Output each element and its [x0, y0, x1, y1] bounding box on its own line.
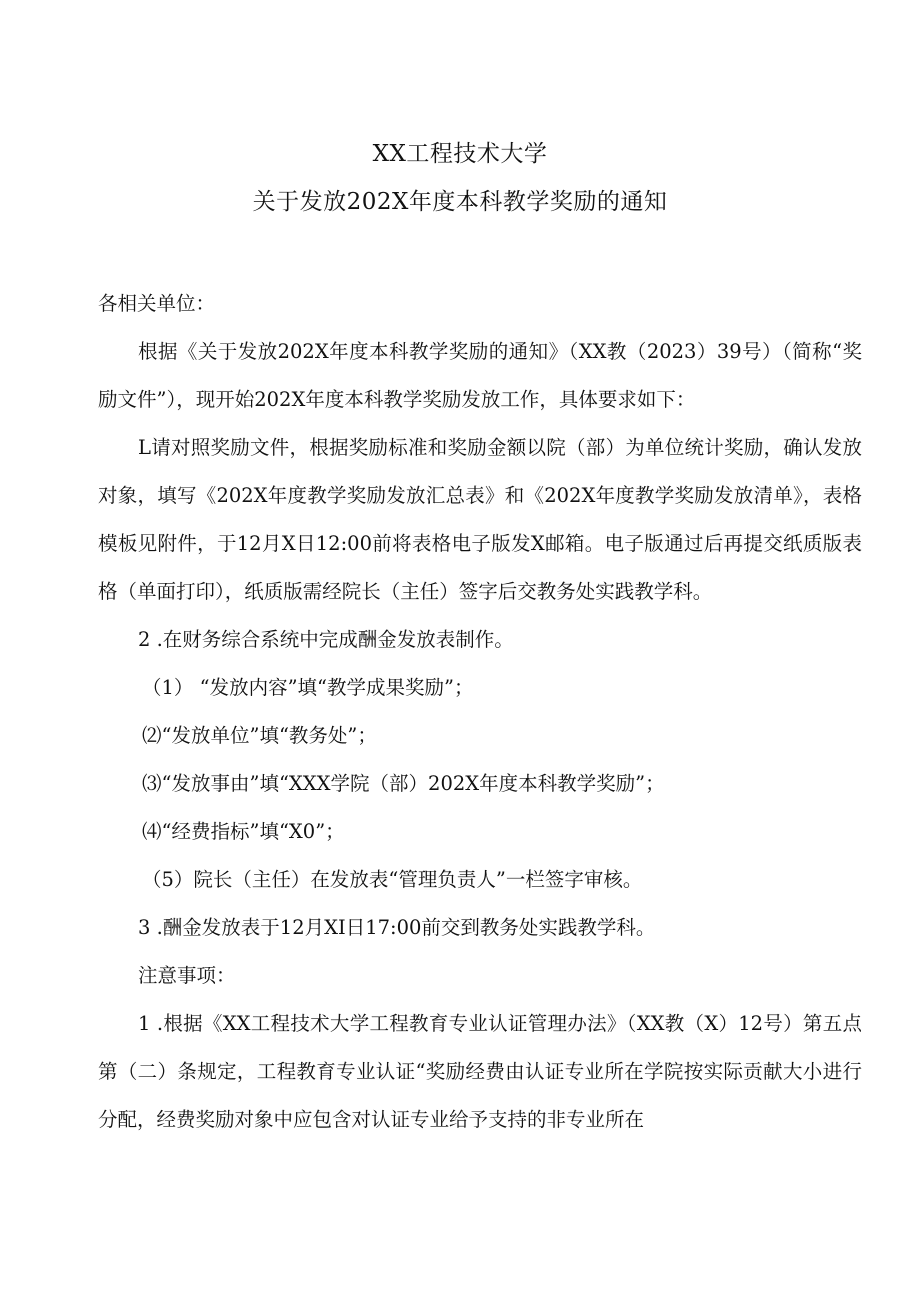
sub-item-4: ⑷“经费指标”填“X0”；	[142, 820, 345, 843]
requirement-item-1: L请对照奖励文件，根据奖励标准和奖励金额以院（部）为单位统计奖励，确认发放对象，填写《202X年度教学奖励发放汇总表》和《202X年度教学奖励发放清单》，表格模板见附件，于12月X日12:00前将表格电子版发X邮箱。电子版通过后再提交纸质版表格（单面打印），纸质版需经院长（主任）签字后交教务处实践教学科。	[98, 436, 862, 603]
note-item-1: 1 .根据《XX工程技术大学工程教育专业认证管理办法》（XX教（X）12号）第五点第（二）条规定，工程教育专业认证“奖励经费由认证专业所在学院按实际贡献大小进行分配，经费奖励对象中应包含对认证专业给予支持的非专业所在	[98, 1012, 862, 1131]
sub-item-5: （5）院长（主任）在发放表“管理负责人”一栏签字审核。	[142, 868, 643, 891]
salutation: 各相关单位：	[98, 292, 216, 315]
intro-paragraph: 根据《关于发放202X年度本科教学奖励的通知》（XX教（2023）39号）（简称“奖励文件”），现开始202X年度本科教学奖励发放工作，具体要求如下：	[98, 340, 862, 411]
university-name-title: XX工程技术大学	[372, 141, 548, 167]
notes-heading: 注意事项：	[138, 964, 236, 987]
requirement-item-3: 3 .酬金发放表于12月XI日17:00前交到教务处实践教学科。	[138, 916, 656, 939]
sub-item-3: ⑶“发放事由”填“XXX学院（部）202X年度本科教学奖励”；	[142, 772, 665, 795]
sub-item-1: （1） “发放内容”填“教学成果奖励”；	[142, 676, 474, 699]
notice-title: 关于发放202X年度本科教学奖励的通知	[252, 189, 668, 215]
requirement-item-2: 2 .在财务综合系统中完成酬金发放表制作。	[138, 628, 514, 651]
sub-item-2: ⑵“发放单位”填“教务处”；	[142, 724, 377, 747]
document-body	[98, 280, 862, 1144]
document-title-block	[0, 138, 920, 218]
